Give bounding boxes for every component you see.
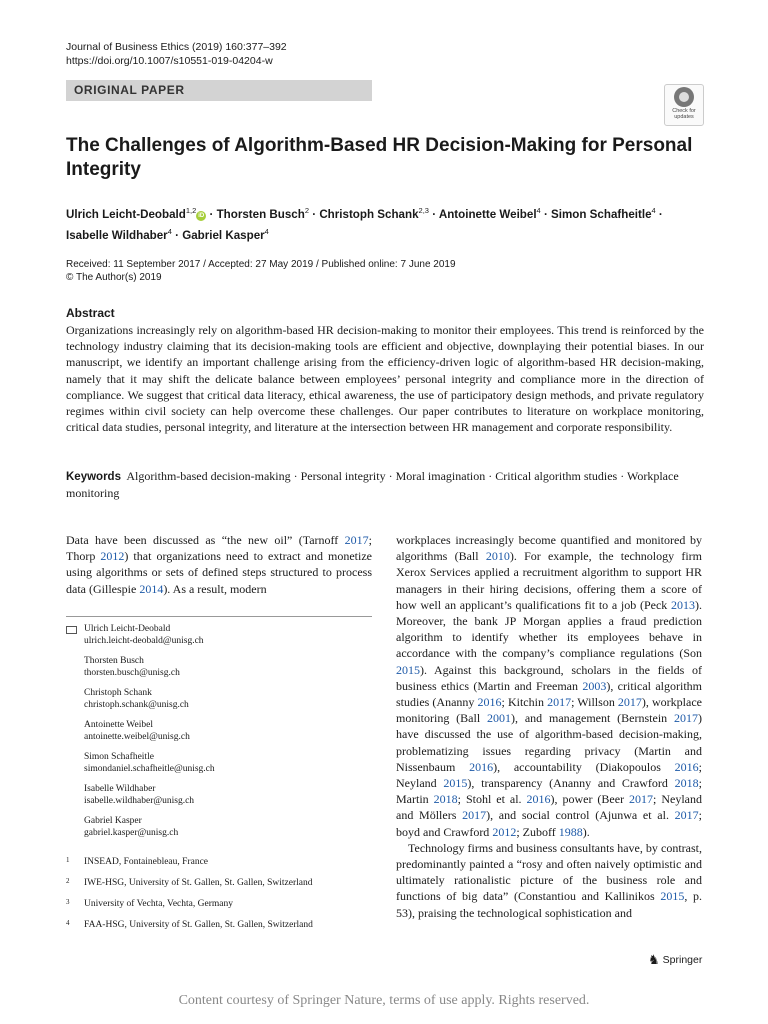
text-run: ). As a result, modern [163,581,267,596]
affiliation-text: FAA-HSG, University of St. Gallen, St. Gallen, Switzerland [84,920,313,930]
body-column-right [396,532,702,921]
contact-name: Simon Schafheitle [84,752,154,762]
envelope-icon [66,626,77,634]
author-affiliation-marker: 4 [264,226,269,236]
citation-link[interactable]: 2017 [617,695,642,710]
author-affiliation-marker: 2 [304,206,309,215]
citation-link[interactable]: 2015 [660,889,685,904]
contact-name: Thorsten Busch [84,656,144,666]
affiliation-entry [66,919,372,931]
citation-link[interactable]: 2010 [485,549,510,564]
affiliation-number: 4 [66,919,70,927]
affiliation-entry [66,856,372,868]
keywords [66,468,706,501]
text-run: workplaces increasingly become quantified and monitored by algorithms (Ball [396,533,702,564]
text-run: ; Neyland [396,759,703,791]
contact-email[interactable]: christoph.schank@unisg.ch [84,699,189,710]
check-for-updates-button[interactable] [664,84,704,126]
affiliation-text: University of Vechta, Vechta, Germany [84,899,233,909]
contact-entry [66,720,372,743]
text-run: ), transparency (Ananny and Crawford [467,776,675,791]
section-band [66,80,372,101]
citation-link[interactable]: 2016 [526,792,551,807]
citation-link[interactable]: 2016 [674,759,699,774]
paper-title: The Challenges of Algorithm-Based HR Decision-Making for Personal Integrity [66,135,693,180]
text-run: ). [582,824,590,839]
text-run: ). Against this background, scholars in the fields of business ethics (Martin and Freeman [396,662,702,693]
author-affiliation-marker: 2,3 [418,206,429,215]
body-paragraph [396,840,702,921]
courtesy-footer: Content courtesy of Springer Nature, terms of use apply. Rights reserved. [178,993,590,1008]
contact-name: Ulrich Leicht-Deobald [84,624,171,634]
author-name[interactable]: Simon Schafheitle [551,207,652,221]
text-run: ), power (Beer [550,792,630,807]
contact-entry [66,688,372,711]
text-run: ; Martin [396,776,702,807]
text-run: ) that organizations need to extract and monetize using algorithms or sets of defined steps structured to process data (Gillespie [66,549,373,596]
text-run: ) have discussed the use of algorithm-based decision-making, problematizing issues regarding privacy (Martin and Nissenbaum [396,711,702,774]
text-run: ; Stohl et al. [457,792,527,807]
contact-entry [66,624,372,647]
author-name[interactable]: Ulrich Leicht-Deobald [66,207,186,221]
contact-email[interactable]: isabelle.wildhaber@unisg.ch [84,795,195,806]
text-run: ), accountability (Diakopoulos [493,759,675,774]
contact-email[interactable]: ulrich.leicht-deobald@unisg.ch [84,635,204,646]
text-run: ; Willson [571,695,618,710]
text-run: ; Kitchin [501,695,548,710]
contact-entry [66,784,372,807]
author-contacts [66,624,372,848]
keywords-label: Keywords [66,471,121,483]
contact-email[interactable]: thorsten.busch@unisg.ch [84,667,180,678]
contact-name: Christoph Schank [84,688,152,698]
citation-link[interactable]: 2001 [487,711,512,726]
affiliation-text: IWE-HSG, University of St. Gallen, St. Gallen, Switzerland [84,878,313,888]
keywords-text: Algorithm-based decision-making · Personal integrity · Moral imagination · Critical algorithm studies · Workplace monitoring [66,469,679,501]
badge-text: Check for updates [672,108,696,120]
publication-dates [66,258,456,284]
dates-line: Received: 11 September 2017 / Accepted: 27 May 2019 / Published online: 7 June 2019 [66,259,456,270]
doi-link[interactable]: https://doi.org/10.1007/s10551-019-04204-w [66,55,273,67]
citation-link[interactable]: 2018 [674,776,699,791]
text-run: ), critical algorithm studies (Ananny [396,678,702,710]
orcid-icon[interactable]: iD [198,212,205,219]
body-intro-paragraph [66,532,372,597]
contact-name: Isabelle Wildhaber [84,784,156,794]
citation-link[interactable]: 2017 [547,695,572,710]
citation-link[interactable]: 1988 [558,824,583,839]
citation-link[interactable]: 2014 [139,581,164,596]
affiliation-entry [66,898,372,910]
citation-link[interactable]: 2017 [629,792,654,807]
author-name[interactable]: Thorsten Busch [216,207,305,221]
update-check-icon [674,87,694,107]
text-run: ; Zuboff [516,824,559,839]
affiliation-number: 2 [66,877,70,885]
text-run: ), workplace monitoring (Ball [396,695,702,726]
citation-link[interactable]: 2013 [671,597,695,612]
text-run: Technology firms and business consultants have, by contrast, predominantly painted a “rosy and often naively optimistic and ultimately rationalistic picture of the business role and functions of big data” (Constantiou and Kallinikos [396,840,702,904]
body-paragraph [396,532,702,840]
springer-horse-icon: ♞ [648,952,660,967]
citation-link[interactable]: 2012 [100,549,125,564]
contact-email[interactable]: gabriel.kasper@unisg.ch [84,827,179,838]
contact-entry [66,752,372,775]
citation-link[interactable]: 2015 [396,662,420,677]
abstract-heading: Abstract [66,306,115,320]
text-run: ), and social control (Ajunwa et al. [486,808,675,823]
journal-citation [66,40,287,68]
journal-line: Journal of Business Ethics (2019) 160:377–392 [66,41,287,53]
contact-email[interactable]: antoinette.weibel@unisg.ch [84,731,190,742]
text-run: ). Moreover, the bank JP Morgan applies a fraud prediction algorithm to identify whether its employees behave in accordance with the company’s compliance regulations (Son [396,597,702,661]
citation-link[interactable]: 2018 [433,792,458,807]
text-run: Data have been discussed as “the new oil” (Tarnoff [66,533,345,547]
footnote-divider [66,616,372,617]
author-affiliation-marker: 4 [651,206,656,215]
contact-email[interactable]: simondaniel.schafheitle@unisg.ch [84,763,215,774]
affiliation-entry [66,877,372,889]
citation-link[interactable]: 2012 [492,824,517,839]
affiliations [66,856,372,940]
citation-link[interactable]: 2016 [477,695,502,710]
citation-link[interactable]: 2017 [462,808,487,823]
contact-name: Antoinette Weibel [84,720,153,730]
text-run: ; Neyland and Möllers [396,792,702,823]
contact-name: Gabriel Kasper [84,816,142,826]
text-run: ), and management (Bernstein [511,711,674,726]
text-run: ; boyd and Crawford [396,808,702,839]
abstract-body: Organizations increasingly rely on algorithm-based HR decision-making to monitor their employees. This trend is reinforced by the technology industry claiming that its decision-making tools are efficient and objective, downplaying their potential biases. In our manuscript, we identify an important challenge arising from the efficiency-driven logic of algorithm-based HR decision-making, namely that it may shift the delicate balance between employees’ personal integrity and compliance more in the direction of compliance. We suggest that critical data literacy, ethical awareness, the use of participatory design methods, and private regulatory regimes within civil society can help overcome these challenges. Our paper contributes to literature on workplace monitoring, critical data studies, personal integrity, and literature at the intersection between HR management and corporate responsibility. [66,323,704,435]
author-affiliation-marker: 4 [536,206,541,215]
author-name[interactable]: Isabelle Wildhaber [66,228,168,242]
text-run: ; Thorp [66,533,372,564]
citation-link[interactable]: 2016 [469,759,494,774]
citation-link[interactable]: 2017 [674,808,699,823]
citation-link[interactable]: 2017 [344,533,369,547]
publisher-logo: ♞ Springer [648,952,703,967]
author-name[interactable]: Antoinette Weibel [438,207,537,221]
affiliation-number: 3 [66,898,70,906]
author-affiliation-marker: 1,2 [185,206,197,215]
author-list: Ulrich Leicht-Deobald$^{1,2}$iD · Thorsten Busch$^2$ · Christoph Schank$^{2,3}$ · Antoinette Weibel$^4$ · Simon Schafheitle$^4$ · Isabelle Wildhaber$^4$ · Gabriel Kasper$^4$ [66,206,663,242]
section-label: ORIGINAL PAPER [74,83,185,97]
author-name[interactable]: Gabriel Kasper [182,228,265,242]
copyright-line: © The Author(s) 2019 [66,272,162,283]
author-name[interactable]: Christoph Schank [319,207,419,221]
author-affiliation-marker: 4 [167,226,172,236]
citation-link[interactable]: 2015 [443,776,468,791]
affiliation-text: INSEAD, Fontainebleau, France [84,857,208,867]
text-run: , p. 53), praising the technological sophistication and [396,889,702,920]
contact-entry [66,656,372,679]
citation-link[interactable]: 2017 [674,711,698,726]
affiliation-number: 1 [66,856,70,864]
contact-entry [66,816,372,839]
text-run: ). For example, the technology firm Xerox Services applied a recruitment algorithm to support HR managers in their hiring decisions, offering them a score of how well an applicant’s qualifications fit to a job (Peck [396,549,703,612]
citation-link[interactable]: 2003 [582,678,607,693]
